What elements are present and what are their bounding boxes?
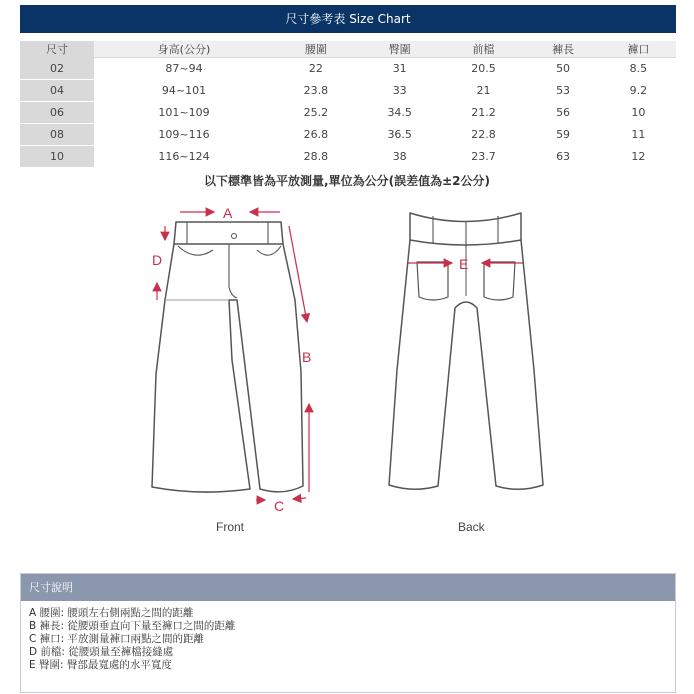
table-cell: 31 (358, 58, 442, 80)
table-cell: 10 (601, 102, 676, 124)
table-cell: 50 (525, 58, 600, 80)
table-row (20, 80, 676, 102)
table-cell: 21.2 (442, 102, 526, 124)
size-description-panel (20, 573, 676, 693)
table-cell: 94~101 (94, 80, 274, 102)
table-cell: 25.2 (274, 102, 358, 124)
table-cell: 87~94 (94, 58, 274, 80)
table-cell: 28.8 (274, 146, 358, 168)
measurement-note: 以下標準皆為平放測量,單位為公分(誤差值為±2公分) (204, 174, 490, 188)
marker-a-label: A (223, 205, 233, 221)
column-header: 尺寸 (20, 41, 94, 58)
marker-e-label: E (459, 256, 469, 272)
table-cell: 11 (601, 124, 676, 146)
table-cell: 36.5 (358, 124, 442, 146)
column-header: 身高(公分) (94, 41, 274, 58)
table-cell: 23.8 (274, 80, 358, 102)
table-row (20, 58, 676, 80)
marker-b-label: B (302, 349, 312, 365)
table-cell: 63 (525, 146, 600, 168)
list-item: E 臀圍: 臀部最寬處的水平寬度 (29, 659, 172, 671)
table-cell: 109~116 (94, 124, 274, 146)
pants-diagram (0, 195, 694, 545)
size-chart-title: 尺寸參考表 Size Chart (20, 5, 676, 33)
column-header: 腰圍 (274, 41, 358, 58)
description-list (21, 601, 675, 672)
table-cell: 33 (358, 80, 442, 102)
column-header: 臀圍 (358, 41, 442, 58)
column-header: 前檔 (442, 41, 526, 58)
table-cell: 06 (20, 102, 94, 124)
table-cell: 56 (525, 102, 600, 124)
list-item: B 褲長: 從腰頭垂直向下量至褲口之間的距離 (29, 620, 236, 632)
list-item: D 前檔: 從腰頭量至褲檔接縫處 (29, 646, 174, 658)
table-cell: 8.5 (601, 58, 676, 80)
table-cell: 22.8 (442, 124, 526, 146)
table-header-row (20, 41, 676, 58)
table-row (20, 102, 676, 124)
table-cell: 38 (358, 146, 442, 168)
table-cell: 02 (20, 58, 94, 80)
front-label: Front (216, 520, 245, 534)
list-item: A 腰圍: 腰頭左右側兩點之間的距離 (29, 607, 194, 619)
marker-d-label: D (152, 252, 163, 268)
front-pants-illustration (152, 222, 303, 492)
table-cell: 04 (20, 80, 94, 102)
table-cell: 53 (525, 80, 600, 102)
table-cell: 22 (274, 58, 358, 80)
table-cell: 26.8 (274, 124, 358, 146)
table-cell: 59 (525, 124, 600, 146)
table-cell: 34.5 (358, 102, 442, 124)
table-row (20, 124, 676, 146)
table-cell: 08 (20, 124, 94, 146)
list-item: C 褲口: 平放測量褲口兩點之間的距離 (29, 633, 205, 645)
column-header: 褲長 (525, 41, 600, 58)
back-label: Back (458, 520, 485, 534)
back-pants-illustration (389, 213, 543, 489)
front-measurement-lines (157, 212, 312, 500)
table-cell: 116~124 (94, 146, 274, 168)
table-cell: 21 (442, 80, 526, 102)
size-table (20, 41, 676, 168)
table-cell: 101~109 (94, 102, 274, 124)
column-header: 褲口 (601, 41, 676, 58)
table-cell: 20.5 (442, 58, 526, 80)
table-cell: 10 (20, 146, 94, 168)
table-row (20, 146, 676, 168)
table-cell: 23.7 (442, 146, 526, 168)
marker-c-label: C (274, 498, 285, 514)
table-cell: 9.2 (601, 80, 676, 102)
description-title: 尺寸說明 (21, 574, 675, 601)
table-cell: 12 (601, 146, 676, 168)
